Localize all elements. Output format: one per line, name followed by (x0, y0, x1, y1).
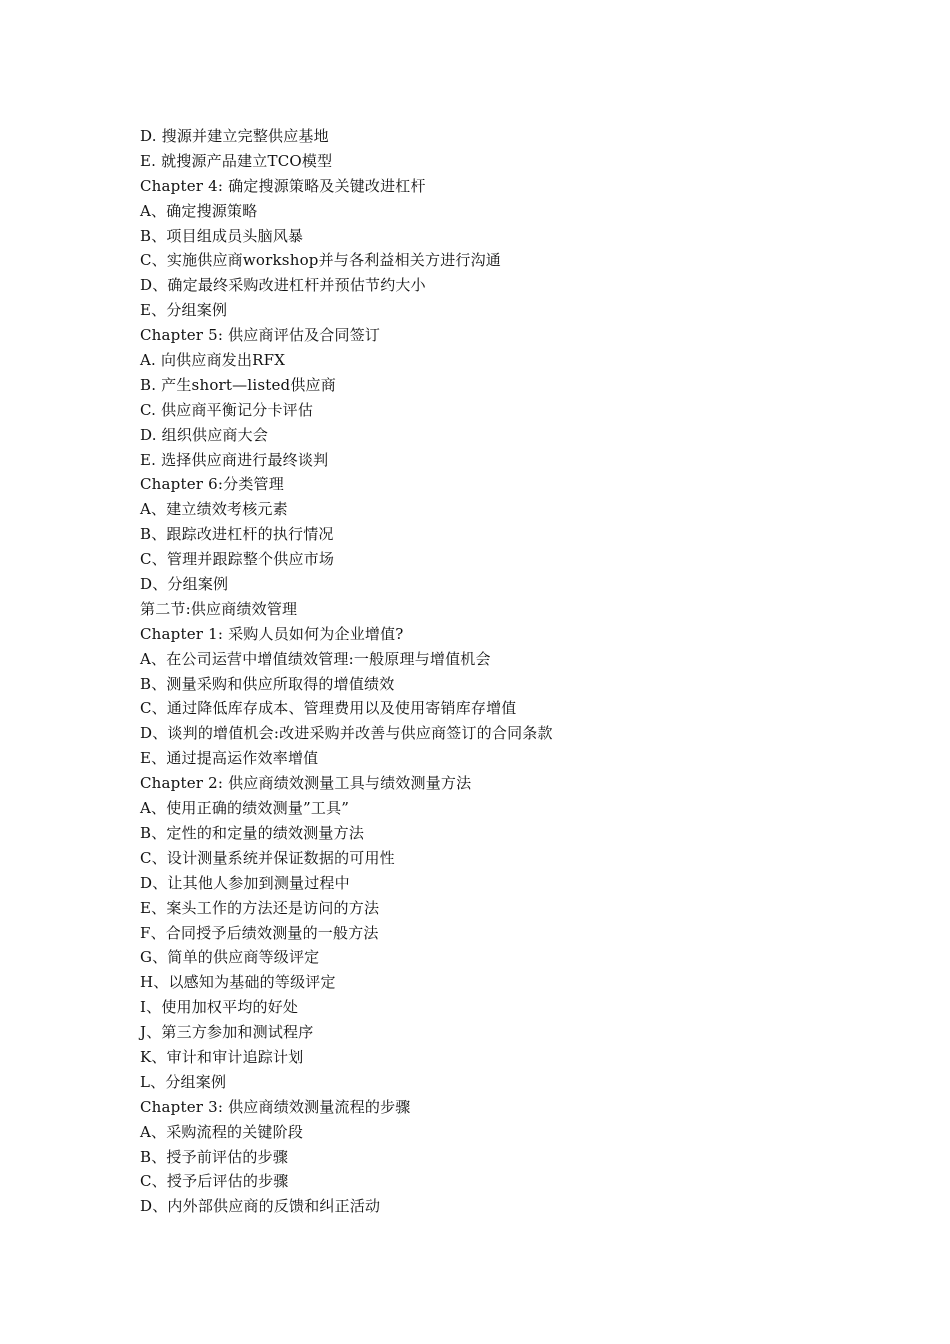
list-item: B、项目组成员头脑风暴 (140, 226, 304, 245)
list-item: B、跟踪改进杠杆的执行情况 (140, 525, 334, 544)
list-item: H、以感知为基础的等级评定 (140, 973, 336, 992)
list-item: K、审计和审计追踪计划 (140, 1047, 304, 1066)
list-item: C、管理并跟踪整个供应市场 (140, 550, 335, 569)
list-item: L、分组案例 (140, 1072, 227, 1091)
list-item: J、第三方参加和测试程序 (140, 1023, 314, 1042)
list-item: E、案头工作的方法还是访问的方法 (140, 898, 380, 917)
chapter-heading: Chapter 3: 供应商绩效测量流程的步骤 (140, 1097, 411, 1116)
list-item: D、让其他人参加到测量过程中 (140, 873, 350, 892)
list-item: D、分组案例 (140, 575, 229, 594)
list-item: C、授予后评估的步骤 (140, 1172, 289, 1191)
list-item: C、通过降低库存成本、管理费用以及使用寄销库存增值 (140, 699, 517, 718)
section-heading: 第二节:供应商绩效管理 (140, 599, 298, 618)
list-item: A、确定搜源策略 (140, 201, 258, 220)
list-item: A、采购流程的关键阶段 (140, 1122, 304, 1141)
list-item: G、简单的供应商等级评定 (140, 948, 320, 967)
list-item: C、设计测量系统并保证数据的可用性 (140, 848, 395, 867)
list-item: E. 就搜源产品建立TCO模型 (140, 151, 333, 170)
list-item: B、授予前评估的步骤 (140, 1147, 289, 1166)
list-item: B. 产生short—listed供应商 (140, 375, 336, 394)
document-body (140, 124, 900, 1219)
list-item: D、内外部供应商的反馈和纠正活动 (140, 1197, 381, 1216)
list-item: A. 向供应商发出RFX (140, 351, 286, 370)
list-item: A、使用正确的绩效测量”工具” (140, 799, 350, 818)
list-item: D、谈判的增值机会:改进采购并改善与供应商签订的合同条款 (140, 724, 553, 743)
list-item: A、建立绩效考核元素 (140, 500, 288, 519)
list-item: B、定性的和定量的绩效测量方法 (140, 823, 365, 842)
list-item: F、合同授予后绩效测量的一般方法 (140, 923, 379, 942)
chapter-heading: Chapter 5: 供应商评估及合同签订 (140, 326, 381, 345)
list-item: D、确定最终采购改进杠杆并预估节约大小 (140, 276, 426, 295)
list-item: E、通过提高运作效率增值 (140, 749, 319, 768)
chapter-heading: Chapter 1: 采购人员如何为企业增值? (140, 624, 404, 643)
chapter-heading: Chapter 2: 供应商绩效测量工具与绩效测量方法 (140, 774, 472, 793)
list-item: C. 供应商平衡记分卡评估 (140, 400, 314, 419)
list-item: C、实施供应商workshop并与各利益相关方进行沟通 (140, 251, 501, 270)
list-item: D. 组织供应商大会 (140, 425, 269, 444)
list-item: I、使用加权平均的好处 (140, 998, 299, 1017)
chapter-heading: Chapter 4: 确定搜源策略及关键改进杠杆 (140, 176, 426, 195)
list-item: E、分组案例 (140, 301, 228, 320)
list-item: B、测量采购和供应所取得的增值绩效 (140, 674, 395, 693)
list-item: E. 选择供应商进行最终谈判 (140, 450, 329, 469)
list-item: A、在公司运营中增值绩效管理:一般原理与增值机会 (140, 649, 491, 668)
list-item: D. 搜源并建立完整供应基地 (140, 127, 329, 145)
chapter-heading: Chapter 6:分类管理 (140, 475, 284, 494)
